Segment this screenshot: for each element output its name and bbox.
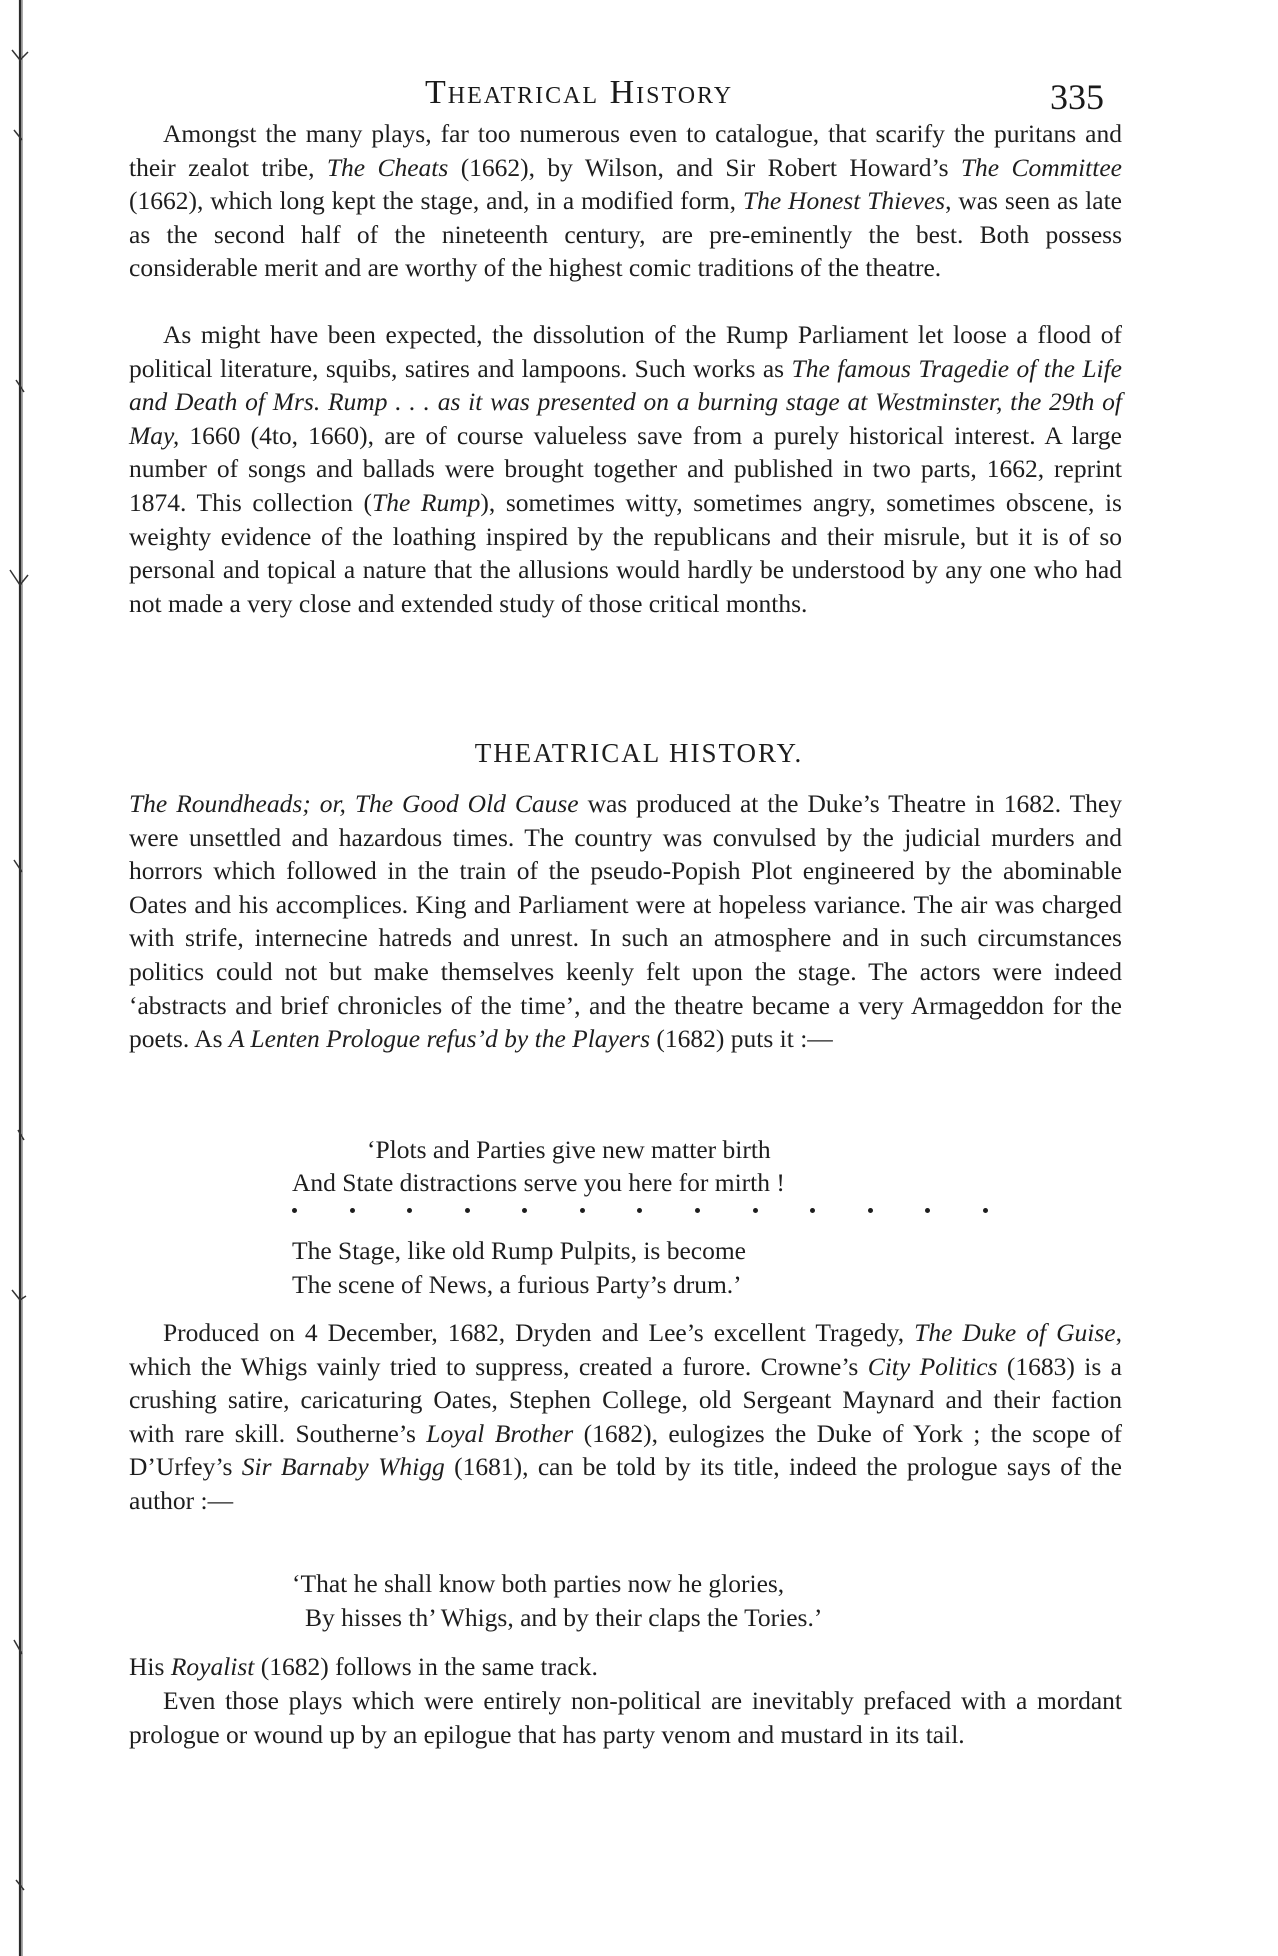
verse-2-line-2: By hisses th’ Whigs, and by their claps the Tories.’ [305, 1603, 823, 1632]
paragraph-1: Amongst the many plays, far too numerous even to catalogue, that scarify the puritans and their zealot tribe, The Cheats (1662), by Wilson, and Sir Robert Howard’s The Committee (1662), which long kept the stage, and, in a modified form, The Honest Thieves, was seen as late as the second half of the nineteenth century, are pre-eminently the best. Both possess considerable merit and are worthy of the highest comic traditions of the theatre. [129, 119, 1122, 283]
page-number: 335 [1050, 77, 1104, 117]
paragraph-2: As might have been expected, the dissolution of the Rump Parliament let loose a flood of political literature, squibs, satires and lampoons. Such works as The famous Tragedie of the Life and Death of Mrs. Rump . . . as it was presented on a burning stage at Westminster, the 29th of May, 1660 (4to, 1660), are of course valueless save from a purely historical interest. A large number of songs and ballads were brought together and published in two parts, 1662, reprint 1874. This collection (The Rump), sometimes witty, sometimes angry, sometimes obscene, is weighty evidence of the loathing inspired by the republicans and their misrule, but it is of so personal and topical a nature that the allusions would hardly be understood by any one who had not made a very close and extended study of those critical months. [129, 320, 1122, 618]
verse-1-line-1: ‘Plots and Parties give new matter birth [367, 1135, 771, 1164]
verse-ellipsis [292, 1208, 988, 1213]
paragraph-4: Produced on 4 December, 1682, Dryden and Lee’s excellent Tragedy, The Duke of Guise, which the Whigs vainly tried to suppress, created a furore. Crowne’s City Politics (1683) is a crushing satire, caricaturing Oates, Stephen College, old Sergeant Maynard and their faction with rare skill. Southerne’s Loyal Brother (1682), eulogizes the Duke of York ; the scope of D’Urfey’s Sir Barnaby Whigg (1681), can be told by its title, indeed the prologue says of the author :— [129, 1318, 1122, 1515]
section-heading: THEATRICAL HISTORY. [474, 738, 804, 768]
verse-1-line-4: The scene of News, a furious Party’s drum.’ [292, 1270, 742, 1299]
binding-edge-shadow [8, 0, 30, 1956]
verse-2-line-1: ‘That he shall know both parties now he glories, [292, 1569, 785, 1598]
paragraph-6: Even those plays which were entirely non-political are inevitably prefaced with a mordant prologue or wound up by an epilogue that has party venom and mustard in its tail. [129, 1686, 1122, 1749]
verse-1-line-2: And State distractions serve you here for mirth ! [292, 1168, 785, 1197]
paragraph-3: The Roundheads; or, The Good Old Cause was produced at the Duke’s Theatre in 1682. They were unsettled and hazardous times. The country was convulsed by the judicial murders and horrors which followed in the train of the pseudo-Popish Plot engineered by the abominable Oates and his accomplices. King and Parliament were at hopeless variance. The air was charged with strife, internecine hatreds and unrest. In such an atmosphere and in such circumstances politics could not but make themselves keenly felt upon the stage. The actors were indeed ‘abstracts and brief chronicles of the time’, and the theatre became a very Armageddon for the poets. As A Lenten Prologue refus’d by the Players (1682) puts it :— [129, 789, 1123, 1054]
running-header-title: Theatrical History [425, 74, 734, 111]
paragraph-5: His Royalist (1682) follows in the same track. [129, 1652, 598, 1681]
verse-1-line-3: The Stage, like old Rump Pulpits, is become [292, 1236, 746, 1265]
